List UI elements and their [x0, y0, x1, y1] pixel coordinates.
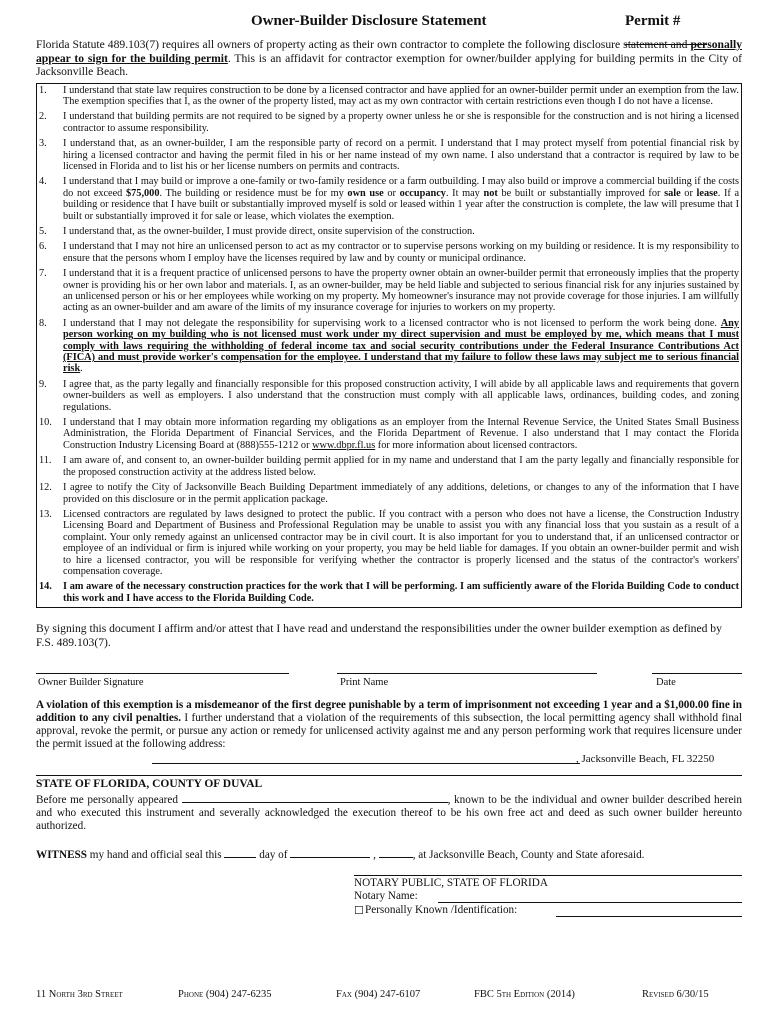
identification-label: Personally Known /Identification:	[365, 904, 518, 917]
notary-name-label: Notary Name:	[354, 890, 418, 903]
list-item: 3. I understand that, as an owner-builder, I am the responsible party of record on a permit. I understand that I may protect myself from potential financial risk by hiring a licensed contractor and having the permit filed in his or her name instead of my own name. I also understand that a contractor is required by law to be licensed in Florida and to list his or her license numbers on permits and contracts.	[39, 138, 739, 172]
dbpr-link[interactable]: www.dbpr.fl.us	[312, 439, 376, 451]
permit-number-field[interactable]	[625, 30, 707, 45]
state-county-heading: STATE OF FLORIDA, COUNTY OF DUVAL	[36, 778, 263, 791]
list-item: 14. I am aware of the necessary construction practices for the work that I will be performing. I am sufficiently aware of the Florida Building Code to conduct this work and I have access to the Florida Building Code.	[39, 581, 739, 604]
list-item: 6. I understand that I may not hire an unlicensed person to act as my contractor or to supervise persons working on my building or residence. It is my responsibility to ensure that the persons whom I employ have the licenses required by law and by county or municipal ordinance.	[39, 241, 739, 264]
footer-fbc-edition: FBC 5th Edition (2014)	[474, 989, 575, 1000]
notary-title: NOTARY PUBLIC, STATE OF FLORIDA	[354, 877, 548, 890]
list-item: 4. I understand that I may build or improve a one-family or two-family residence or a farm outbuilding. I may also build or improve a commercial building if the costs do not exceed $75,000. The building or residence must be for my own use or occupancy. It may not be built or substantially improved for sale or lease. If a building or residence that I have built or substantially improved myself is sold or leased within 1 year after the construction is complete, the law will presume that I built or substantially improved it for sale or lease, which violates the exemption.	[39, 176, 740, 222]
date-label: Date	[656, 677, 676, 689]
list-item: 1. I understand that state law requires construction to be done by a licensed contractor and have applied for an owner-builder permit under an exemption from the law. The exemption specifies that I, as the owner of the property listed, may act as my own contractor with certain restrictions even though I do not have a license.	[39, 84, 739, 107]
page-title: Owner-Builder Disclosure Statement	[251, 13, 487, 29]
notary-block	[36, 875, 742, 931]
footer-phone: Phone (904) 247-6235	[178, 989, 272, 1000]
date-field[interactable]	[652, 673, 742, 674]
address-row	[36, 751, 742, 769]
footer-address: 11 North 3rd Street	[36, 989, 123, 1000]
owner-signature-label: Owner Builder Signature	[38, 677, 144, 689]
list-item: 2. I understand that building permits are not required to be signed by a property owner unless he or she is responsible for the construction and is not hiring a licensed contractor to assume responsibility.	[39, 111, 739, 134]
witness-month-field[interactable]	[290, 847, 370, 858]
violation-paragraph: A violation of this exemption is a misdemeanor of the first degree punishable by a term of imprisonment not exceeding 1 year and a $1,000.00 fine in addition to any civil penalties. I further understand that a violation of the requirements of this subsection, the local permitting agency shall withhold final approval, revoke the permit, or pursue any action or remedy for unlicensed activity against me and any person performing work that requires licensure under the permit issued at the following address:	[36, 699, 742, 751]
notary-signature-field[interactable]	[354, 875, 742, 876]
witness-year-field[interactable]	[379, 847, 413, 858]
list-item: 13. Licensed contractors are regulated by laws designed to protect the public. If you contract with a person who does not have a license, the Construction Industry Licensing Board and Department of Business and Professional Regulation may be unable to assist you with any financial loss that you sustain as a result of a complaint. Your only remedy against an unlicensed contractor may be in civil court. It is also important for you to understand that, if an unlicensed contractor or employee of an individual or firm is injured while working on your property, you may be held liable for damages. If you obtain an owner-builder permit and wish to hire a licensed contractor, you will be responsible for verifying whether the contractor is properly licensed and the status of the contractor's workers' compensation coverage.	[39, 508, 739, 577]
appeared-name-field[interactable]	[182, 792, 448, 803]
intro-paragraph: Florida Statute 489.103(7) requires all owners of property acting as their own contractor to complete the following disclosure statement and personally appear to sign for the building permit. This is an affidavit for contractor exemption for owner/builder applying for building permits in the City of Jacksonville Beach.	[36, 38, 742, 78]
property-address-field[interactable]	[152, 763, 580, 764]
notary-name-field[interactable]	[438, 902, 742, 903]
footer-revised: Revised 6/30/15	[642, 989, 709, 1000]
list-item: 12. I agree to notify the City of Jacksonville Beach Building Department immediately of any additions, deletions, or changes to any of the information that I have provided on this disclosure or in the permit application package.	[39, 482, 739, 505]
print-name-field[interactable]	[337, 673, 597, 674]
print-name-label: Print Name	[340, 677, 389, 689]
list-item: 9. I agree that, as the party legally and financially responsible for this proposed construction activity, I will abide by all applicable laws and requirements that govern owner-builders as well as employers. I also understand that the construction must comply with all applicable laws, ordinances, building codes, and zoning regulations.	[39, 378, 739, 413]
list-item: 8. I understand that I may not delegate the responsibility for supervising work to a licensed contractor who is not licensed to perform the work being done. Any person working on my building who is not licensed must work under my direct supervision and must be employed by me, which means that I must comply with laws requiring the withholding of federal income tax and social security contributions under the Federal Insurance Contributions Act (FICA) and must provide worker's compensation for the employee. I understand that my failure to follow these laws may subject me to serious financial risk.	[39, 317, 739, 375]
witness-day-field[interactable]	[224, 847, 256, 858]
footer-fax: Fax (904) 247-6107	[336, 989, 421, 1000]
disclosure-list	[36, 83, 742, 609]
owner-signature-field[interactable]	[36, 673, 289, 674]
permit-number-label: Permit #	[625, 13, 742, 50]
list-item: 10. I understand that I may obtain more information regarding my obligations as an employer from the Internal Revenue Service, the United States Small Business Administration, the Florida Department of Financial Services, and the Florida Department of Revenue. I also understand that I may contact the Florida Construction Industry Licensing Board at (888)555-1212 or www.dbpr.fl.us for more information about licensed contractors.	[39, 417, 739, 451]
list-item: 5. I understand that, as the owner-builder, I must provide direct, onsite supervision of the construction.	[39, 225, 475, 237]
personally-known-checkbox[interactable]: ☐	[354, 905, 365, 918]
list-item: 11. I am aware of, and consent to, an owner-builder building permit applied for in my name and understand that I am the party legally and financially responsible for the proposed construction activity at the address listed below.	[39, 455, 739, 478]
header	[36, 10, 742, 34]
city-state-zip: , Jacksonville Beach, FL 32250	[576, 753, 715, 766]
affirmation-text: By signing this document I affirm and/or attest that I have read and understand the responsibilities under the owner builder exemption as defined by F.S. 489.103(7).	[36, 622, 722, 649]
intro-emphasis: personally appear to sign for the building permit	[36, 38, 742, 65]
divider	[36, 775, 742, 776]
witness-line: WITNESS my hand and official seal this day of , , at Jacksonville Beach, County and State aforesaid.	[36, 849, 645, 862]
footer	[36, 989, 742, 1003]
signature-row	[36, 661, 742, 695]
acknowledgment-paragraph: Before me personally appeared , known to be the individual and owner builder described herein and who executed this instrument and severally acknowledged the execution thereof to be his own free act and deed as such owner builder hereunto authorized.	[36, 794, 742, 833]
identification-field[interactable]	[556, 916, 742, 917]
list-item: 7. I understand that it is a frequent practice of unlicensed persons to have the property owner obtain an owner-builder permit that erroneously implies that the property owner is providing his or her own labor and materials. I, as an owner-builder, may be held liable and subjected to serious financial risk for any injuries sustained by an unlicensed person or his or her employees while working on my property. My homeowner's insurance may not provide coverage for those injuries. I am willfully acting as an owner-builder and am aware of the limits of my insurance coverage for injuries to workers on my property.	[39, 268, 739, 314]
